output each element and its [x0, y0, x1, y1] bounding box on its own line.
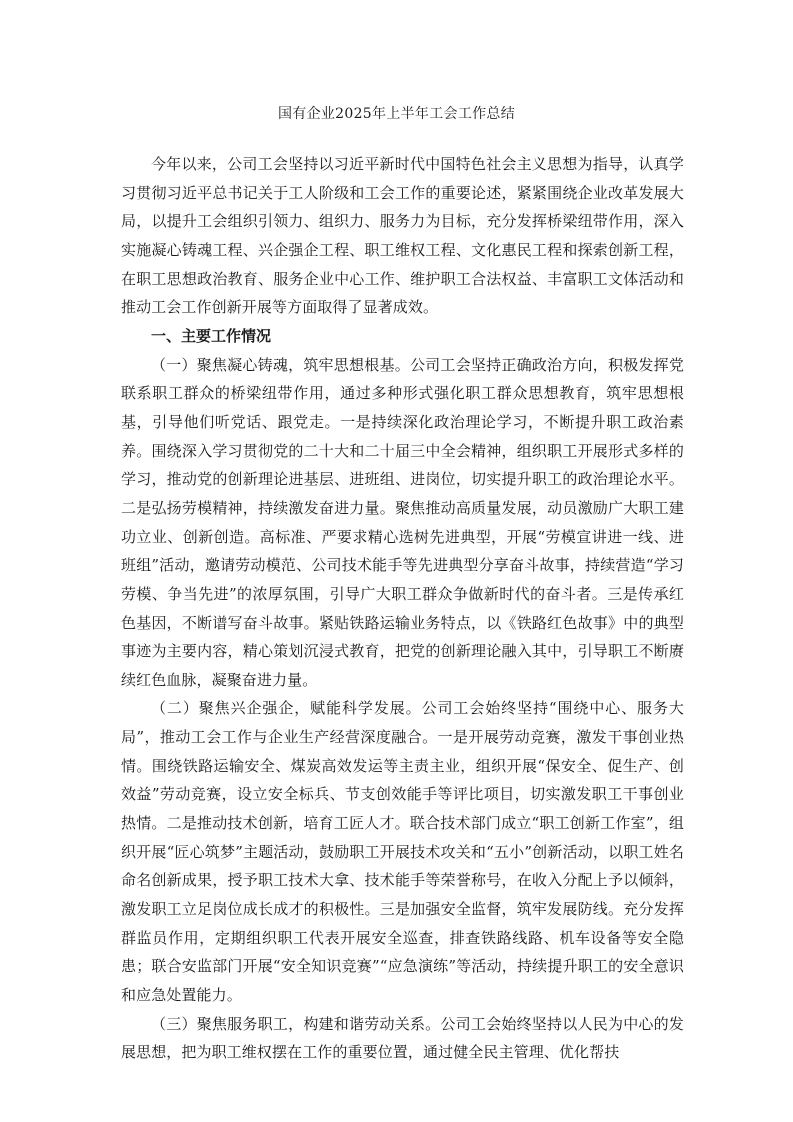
- document-title: 国有企业2025年上半年工会工作总结: [277, 106, 516, 122]
- paragraph-ideology: （一）聚焦凝心铸魂，筑牢思想根基。公司工会坚持正确政治方向，积极发挥党联系职工群众的桥梁纽带作用，通过多种形式强化职工群众思想教育，筑牢思想根基，引导他们听党话、跟党走。一是持续深化政治理论学习，不断提升职工政治素养。围绕深入学习贯彻党的二十大和二十届三中全会精神，组织职工开展形式多样的学习，推动党的创新理论进基层、进班组、进岗位，切实提升职工的政治理论水平。二是弘扬劳模精神，持续激发奋进力量。聚焦推动高质量发展，动员激励广大职工建功立业、创新创造。高标准、严要求精心选树先进典型，开展“劳模宣讲进一线、进班组”活动，邀请劳动模范、公司技术能手等先进典型分享奋斗故事，持续营造“学习劳模、争当先进”的浓厚氛围，引导广大职工群众争做新时代的奋斗者。三是传承红色基因，不断谱写奋斗故事。紧贴铁路运输业务特点，以《铁路红色故事》中的典型事迹为主要内容，精心策划沉浸式教育，把党的创新理论融入其中，引导职工不断赓续红色血脉，凝聚奋进力量。: [121, 355, 684, 689]
- section-heading-main-work: 一、主要工作情况: [151, 326, 272, 345]
- document-body: [121, 150, 684, 1067]
- paragraph-enterprise-development: （二）聚焦兴企强企，赋能科学发展。公司工会始终坚持“围绕中心、服务大局”，推动工会工作与企业生产经营深度融合。一是开展劳动竞赛，激发干事创业热情。围绕铁路运输安全、煤炭高效发运等主责主业，组织开展“保安全、促生产、创效益”劳动竞赛，设立安全标兵、节支创效能手等评比项目，切实激发职工干事创业热情。二是推动技术创新，培育工匠人才。联合技术部门成立“职工创新工作室”，组织开展“匠心筑梦”主题活动，鼓励职工开展技术攻关和“五小”创新活动，以职工姓名命名创新成果，授予职工技术大拿、技术能手等荣誉称号，在收入分配上予以倾斜，激发职工立足岗位成长成才的积极性。三是加强安全监督，筑牢发展防线。充分发挥群监员作用，定期组织职工代表开展安全巡查，排查铁路线路、机车设备等安全隐患；联合安监部门开展“安全知识竞赛”“应急演练”等活动，持续提升职工的安全意识和应急处置能力。: [121, 699, 684, 1005]
- paragraph-serving-workers: （三）聚焦服务职工，构建和谐劳动关系。公司工会始终坚持以人民为中心的发展思想，把为职工维权摆在工作的重要位置，通过健全民主管理、优化帮扶: [121, 1014, 684, 1062]
- intro-paragraph: 今年以来，公司工会坚持以习近平新时代中国特色社会主义思想为指导，认真学习贯彻习近平总书记关于工人阶级和工会工作的重要论述，紧紧围绕企业改革发展大局，以提升工会组织引领力、组织力、服务力为目标，充分发挥桥梁纽带作用，深入实施凝心铸魂工程、兴企强企工程、职工维权工程、文化惠民工程和探索创新工程，在职工思想政治教育、服务企业中心工作、维护职工合法权益、丰富职工文体活动和推动工会工作创新开展等方面取得了显著成效。: [121, 155, 684, 317]
